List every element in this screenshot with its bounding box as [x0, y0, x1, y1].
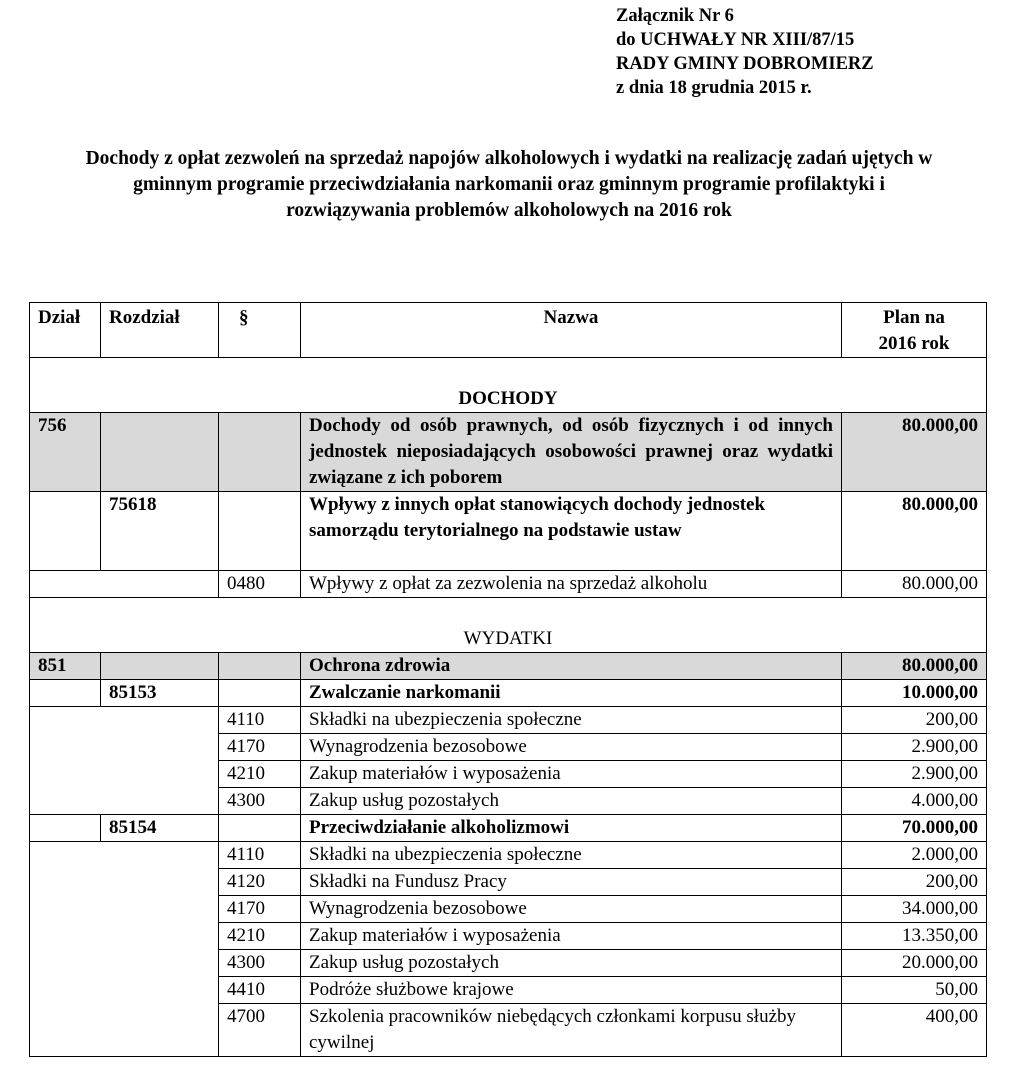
cell-nazwa: Składki na ubezpieczenia społeczne: [301, 707, 842, 734]
cell-nazwa: Zakup usług pozostałych: [301, 950, 842, 977]
cell-paragraf: 4410: [219, 977, 301, 1004]
document-title: [0, 146, 1018, 224]
section-row-dochody: [30, 358, 987, 413]
cell-paragraf: [219, 815, 301, 842]
cell-paragraf: 4210: [219, 761, 301, 788]
cell-nazwa: Szkolenia pracowników niebędących członkami korpusu służby cywilnej: [301, 1004, 842, 1057]
header-paragraf: §: [219, 303, 301, 358]
cell-nazwa: Zwalczanie narkomanii: [301, 680, 842, 707]
cell-plan: 200,00: [842, 869, 987, 896]
header-nazwa: Nazwa: [301, 303, 842, 358]
cell-paragraf: 4170: [219, 896, 301, 923]
cell-plan: 200,00: [842, 707, 987, 734]
cell-nazwa: Wpływy z opłat za zezwolenia na sprzedaż alkoholu: [301, 571, 842, 598]
header-plan-line1: Plan na: [883, 307, 945, 328]
cell-nazwa: Ochrona zdrowia: [301, 653, 842, 680]
cell-dzial: [30, 680, 101, 707]
cell-plan: 80.000,00: [842, 413, 987, 492]
cell-plan: 2.000,00: [842, 842, 987, 869]
cell-rozdzial: [101, 413, 219, 492]
table-header-row: [30, 303, 987, 358]
budget-table: [29, 302, 987, 1057]
table-row: [30, 680, 987, 707]
cell-rozdzial: 85154: [101, 815, 219, 842]
cell-plan: 4.000,00: [842, 788, 987, 815]
table-row: [30, 815, 987, 842]
cell-nazwa: Dochody od osób prawnych, od osób fizycznych i od innych jednostek nieposiadających osobowości prawnej oraz wydatki związane z ich poborem: [301, 413, 842, 492]
header-rozdzial: Rozdział: [101, 303, 219, 358]
attachment-header: [616, 4, 874, 100]
attachment-number: Załącznik Nr 6: [616, 6, 734, 26]
resolution-number: do UCHWAŁY NR XIII/87/15: [616, 30, 855, 50]
cell-paragraf: 4170: [219, 734, 301, 761]
cell-plan: 2.900,00: [842, 734, 987, 761]
cell-plan: 70.000,00: [842, 815, 987, 842]
cell-plan: 34.000,00: [842, 896, 987, 923]
cell-dzial: 756: [30, 413, 101, 492]
cell-plan: 80.000,00: [842, 653, 987, 680]
cell-dzial: [30, 815, 101, 842]
cell-plan: 2.900,00: [842, 761, 987, 788]
council-name: RADY GMINY DOBROMIERZ: [616, 54, 874, 74]
table-row: [30, 653, 987, 680]
table-row: [30, 492, 987, 571]
cell-paragraf: 4110: [219, 842, 301, 869]
table-row: [30, 571, 987, 598]
cell-plan: 400,00: [842, 1004, 987, 1057]
cell-paragraf: 4700: [219, 1004, 301, 1057]
cell-nazwa: Zakup materiałów i wyposażenia: [301, 761, 842, 788]
cell-rozdzial: [101, 653, 219, 680]
cell-nazwa: Wpływy z innych opłat stanowiących dochody jednostek samorządu terytorialnego na podstawie ustaw: [301, 492, 842, 571]
table-row: [30, 707, 987, 734]
cell-plan: 13.350,00: [842, 923, 987, 950]
cell-nazwa: Przeciwdziałanie alkoholizmowi: [301, 815, 842, 842]
cell-paragraf: [219, 653, 301, 680]
header-dzial: Dział: [30, 303, 101, 358]
header-plan-line2: 2016 rok: [878, 333, 950, 354]
cell-empty: [30, 707, 219, 815]
table-row: [30, 413, 987, 492]
cell-empty: [30, 571, 219, 598]
title-line-1: Dochody z opłat zezwoleń na sprzedaż napojów alkoholowych i wydatki na realizację zadań ujętych w: [85, 148, 933, 169]
cell-plan: 20.000,00: [842, 950, 987, 977]
cell-nazwa: Podróże służbowe krajowe: [301, 977, 842, 1004]
cell-paragraf: [219, 413, 301, 492]
cell-rozdzial: 85153: [101, 680, 219, 707]
cell-plan: 80.000,00: [842, 571, 987, 598]
cell-paragraf: 4300: [219, 950, 301, 977]
cell-nazwa: Zakup usług pozostałych: [301, 788, 842, 815]
cell-paragraf: [219, 492, 301, 571]
table-row: [30, 842, 987, 869]
section-row-wydatki: [30, 598, 987, 653]
title-line-2: gminnym programie przeciwdziałania narkomanii oraz gminnym programie profilaktyki i: [133, 174, 885, 195]
section-label-dochody: DOCHODY: [30, 358, 987, 413]
cell-nazwa: Wynagrodzenia bezosobowe: [301, 734, 842, 761]
title-line-3: rozwiązywania problemów alkoholowych na 2016 rok: [286, 200, 732, 221]
cell-plan: 80.000,00: [842, 492, 987, 571]
cell-nazwa: Wynagrodzenia bezosobowe: [301, 896, 842, 923]
resolution-date: z dnia 18 grudnia 2015 r.: [616, 78, 812, 98]
cell-nazwa: Zakup materiałów i wyposażenia: [301, 923, 842, 950]
cell-dzial: 851: [30, 653, 101, 680]
header-plan: [842, 303, 987, 358]
cell-paragraf: 4210: [219, 923, 301, 950]
section-label-wydatki: WYDATKI: [30, 598, 987, 653]
cell-empty: [30, 842, 219, 1057]
cell-nazwa: Składki na ubezpieczenia społeczne: [301, 842, 842, 869]
cell-paragraf: [219, 680, 301, 707]
cell-paragraf: 4300: [219, 788, 301, 815]
cell-plan: 10.000,00: [842, 680, 987, 707]
cell-nazwa: Składki na Fundusz Pracy: [301, 869, 842, 896]
cell-dzial: [30, 492, 101, 571]
cell-rozdzial: 75618: [101, 492, 219, 571]
cell-paragraf: 4110: [219, 707, 301, 734]
cell-paragraf: 0480: [219, 571, 301, 598]
cell-plan: 50,00: [842, 977, 987, 1004]
cell-paragraf: 4120: [219, 869, 301, 896]
